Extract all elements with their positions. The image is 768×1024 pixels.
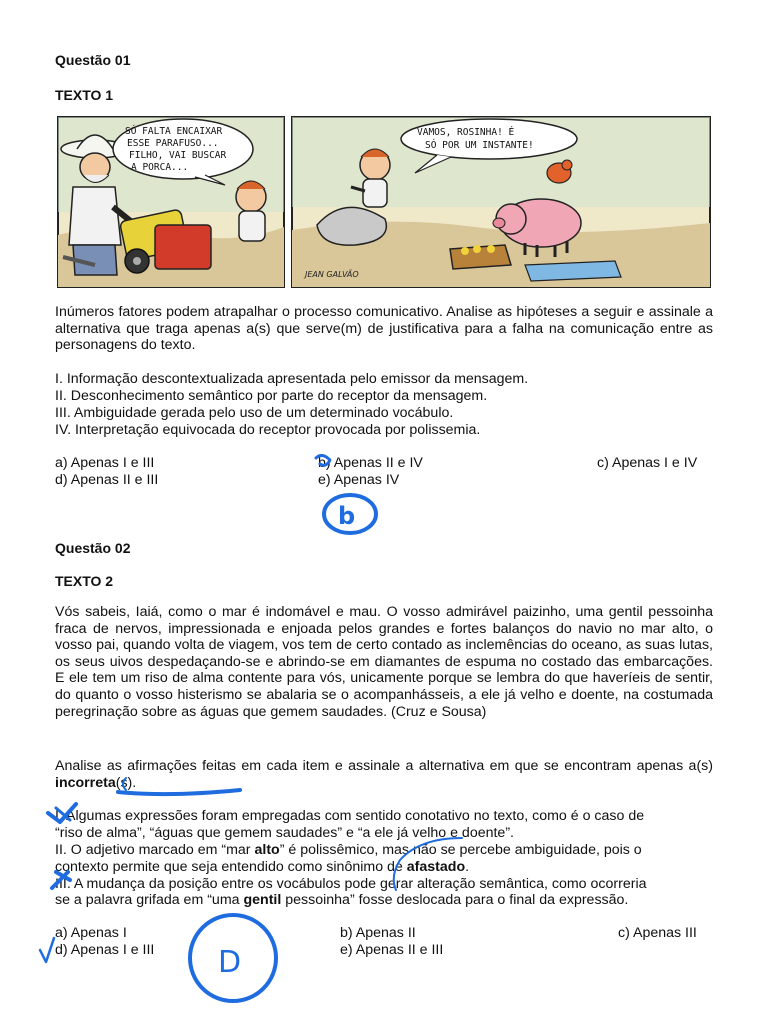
q2-item-3-pre: se a palavra grifada em “uma — [55, 892, 244, 908]
ink-mark-item-3 — [52, 872, 70, 888]
question-1-intro: Inúmeros fatores podem atrapalhar o processo comunicativo. Analise as hipóteses a seguir e assinale a alternativa que traga apenas a(s) que serve(m) de justificativa para a falha na comunicação entre as personagens do texto. — [55, 304, 713, 354]
q1-option-d[interactable]: d) Apenas II e III — [55, 472, 159, 488]
text-1-label: TEXTO 1 — [55, 87, 114, 103]
instruction-text-post: (s). — [115, 774, 137, 791]
ink-circle-answer-q1 — [324, 495, 376, 533]
instruction-text-pre: Analise as afirmações feitas em cada item e assinale a alternativa em que se encontram apenas a(s) — [55, 758, 713, 774]
ink-circle-answer-q2 — [190, 915, 276, 1001]
q2-item-2-line-2-pre: contexto permite que seja entendido como sinônimo de — [55, 859, 407, 875]
ink-bracket — [123, 778, 126, 790]
q1-item-4: IV. Interpretação equivocada do receptor provocada por polissemia. — [55, 422, 481, 438]
question-1-title: Questão 01 — [55, 52, 131, 68]
ink-letter-q2: D — [218, 945, 242, 980]
balloon-2-line-2: SÓ POR UM INSTANTE! — [425, 140, 534, 151]
q1-option-e[interactable]: e) Apenas IV — [318, 472, 400, 488]
q2-option-e[interactable]: e) Apenas II e III — [340, 942, 444, 958]
q2-option-d[interactable]: d) Apenas I e III — [55, 942, 155, 958]
ink-letter-q1: b — [338, 502, 356, 530]
q2-item-3-line-1: III. A mudança da posição entre os vocábulos pode gerar alteração semântica, como ocorreria — [55, 876, 647, 892]
q2-item-3-bold: gentil — [243, 892, 282, 908]
q1-option-b[interactable]: b) Apenas II e IV — [318, 455, 423, 471]
q2-option-a[interactable]: a) Apenas I — [55, 925, 127, 941]
q1-item-3: III. Ambiguidade gerada pelo uso de um determinado vocábulo. — [55, 405, 454, 421]
q2-option-b[interactable]: b) Apenas II — [340, 925, 416, 941]
q2-item-2-line-2-post: . — [465, 859, 470, 875]
comic-signature: JEAN GALVÃO — [305, 270, 359, 279]
q2-item-1-line-1: I. Algumas expressões foram empregadas com sentido conotativo no texto, como é o caso de — [55, 808, 645, 824]
balloon-1-line-1: SÓ FALTA ENCAIXAR — [125, 126, 223, 137]
ink-check-option-d — [40, 938, 54, 962]
q2-item-2-line-2-bold: afastado — [406, 859, 466, 875]
q2-item-1-line-2: “riso de alma”, “águas que gemem saudades” e “a ele já velho e doente”. — [55, 825, 514, 841]
balloon-1-line-4: A PORCA... — [131, 162, 189, 173]
ink-underline-incorreta — [118, 790, 240, 794]
q1-option-c[interactable]: c) Apenas I e IV — [597, 455, 698, 471]
balloon-1-line-3: FILHO, VAI BUSCAR — [129, 150, 227, 161]
q2-item-2-bold: alto — [254, 842, 280, 858]
balloon-1-line-2: ESSE PARAFUSO... — [127, 138, 219, 149]
question-2-title: Questão 02 — [55, 540, 131, 556]
ink-curve-item-2 — [394, 838, 462, 890]
q2-item-3-post: pessoinha” fosse deslocada para o final da expressão. — [281, 892, 629, 908]
q1-item-1: I. Informação descontextualizada apresentada pelo emissor da mensagem. — [55, 371, 529, 387]
q2-item-2-post: ” é polissêmico, mas não se percebe ambiguidade, pois o — [279, 842, 642, 858]
q2-item-2-pre: II. O adjetivo marcado em “mar — [55, 842, 255, 858]
question-2-passage: Vós sabeis, Iaiá, como o mar é indomável e mau. O vosso admirável paizinho, uma gentil pessoinha fraca de nervos, impressionada e enjoada pelos grandes e fortes balanços do navio no mar alto, o vosso pai, quando volta de viagem, vos tem de certo contado as inclemências do oceano, as suas lutas, os seus uivos despedaçando-se e abrindo-se em diamantes de espuma no costado das embarcações. E ele tem um riso de alma contente para vós, unicamente porque se lembra do que haveríeis de sentir, do quanto o vosso histerismo se abalaria se o acompanhásseis, a ele já velho e doente, na costumada peregrinação sobre as águas que gemem saudades. (Cruz e Sousa) — [55, 604, 713, 720]
text-2-label: TEXTO 2 — [55, 573, 114, 589]
balloon-2-line-1: VAMOS, ROSINHA! É — [417, 127, 515, 138]
q1-item-2: II. Desconhecimento semântico por parte do receptor da mensagem. — [55, 388, 488, 404]
q2-option-c[interactable]: c) Apenas III — [618, 925, 697, 941]
instruction-bold: incorreta — [55, 774, 116, 791]
ink-mark-option-b — [316, 455, 330, 465]
q1-option-a[interactable]: a) Apenas I e III — [55, 455, 155, 471]
